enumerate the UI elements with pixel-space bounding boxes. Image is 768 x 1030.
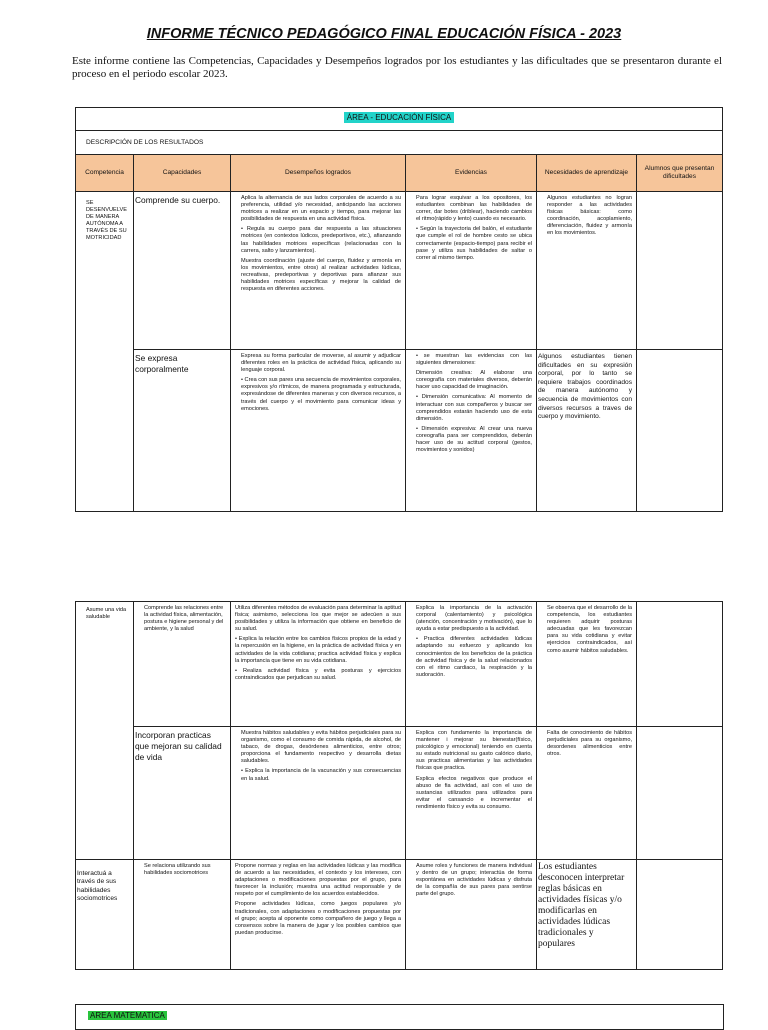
necesidades-cell [537, 192, 637, 350]
capacidad-cell [134, 860, 231, 970]
necesidades-cell [537, 350, 637, 512]
desempeno-item: Aplica la alternancia de sus lados corporales de acuerdo a su preferencia, utilidad y/o necesidad, anticipando las acciones motrices a realizar en un espacio y tiempo, para mejorar las posibilidades de respuesta en una actividad física. [241, 195, 401, 223]
evidencias-cell [406, 350, 537, 512]
description-label: DESCRIPCIÓN DE LOS RESULTADOS [76, 131, 723, 155]
evidencia-item: • Dimensión comunicativa: Al momento de interactuar con sus compañeros y buscar ser comprendidos estarán haciendo uso de esta dimensión. [416, 394, 532, 422]
alumnos-cell [637, 860, 723, 970]
header-capacidades: Capacidades [134, 155, 231, 192]
desempeno-item: • Crea con sus pares una secuencia de movimientos corporales, expresivos y/o rítmicos, de manera programada y estructurada, expresándose de diferentes maneras y con diversos recursos, a través del cuerpo y el movimiento para comunicar ideas y emociones. [241, 377, 401, 412]
evidencia-item: Dimensión creativa: Al elaborar una coreografía con materiales diversos, deberán hacer uso capacidad de imaginación. [416, 370, 532, 391]
math-area-table [75, 1004, 724, 1030]
evidencias-cell [406, 727, 537, 860]
desempeno-item: Propone normas y reglas en las actividades lúdicas y las modifica de acuerdo a las necesidades, el contexto y los intereses, con adaptaciones o modificaciones propuestas por el grupo, para favorecer la inclusión; muestra una actitud responsable y de respeto por el cumplimiento de los acuerdos establecidos. [235, 863, 401, 898]
necesidades-text: Algunos estudiantes tienen dificultades en su expresión corporal, por lo tanto se requiere trabajos coordinados de manera autónomo y secuencia de movimientos con diversos recursos a traves de cuerpo y movimiento. [538, 353, 632, 421]
evidencia-item: • Practica diferentes actividades lúdicas adaptando su esfuerzo y aplicando los conocimientos de los beneficios de la práctica de actividad física y de la salud relacionados con el ritmo cardiaco, la respiración y la sudoración. [416, 636, 532, 678]
evidencia-item: Explica la importancia de la activación corporal (calentamiento) y psicológica (atención, concentración y motivación), que lo ayuda a estar predispuesto a la actividad. [416, 605, 532, 633]
capacidad-text: Incorporan practicas que mejoran su calidad de vida [135, 730, 222, 763]
capacidad-cell [134, 350, 231, 512]
evidencia-item: • Dimensión expresiva: Al crear una nueva coreografía para ser comprendidos, deberán hacer uso de su actitud corporal (gestos, movimientos y sonidos) [416, 425, 532, 454]
desempenos-cell [231, 602, 406, 727]
math-area-title: AREA MATEMATICA [90, 1011, 165, 1020]
alumnos-cell [637, 192, 723, 350]
evidencia-item: Explica con fundamento la importancia de mantener i mejorar su bienestar(físico, psicológico y emocional) teniendo en cuenta su estado nutricional su gasto calórico diario, sus practicas alimentarias y las actividades físicas que practica. [416, 730, 532, 772]
desempeno-item: Expresa su forma particular de moverse, al asumir y adjudicar diferentes roles en la práctica de actividad física, aplicando su lenguaje corporal. [241, 353, 401, 374]
header-evidencias: Evidencias [406, 155, 537, 192]
capacidad-cell [134, 727, 231, 860]
header-necesidades: Necesidades de aprendizaje [537, 155, 637, 192]
results-table-physical-education [75, 107, 723, 512]
necesidades-text: Falta de conocimiento de hábitos perjudiciales para su organismo, desordenes alimenticios entre otros. [547, 730, 632, 758]
desempenos-cell [231, 350, 406, 512]
evidencia-item: • se muestran las evidencias con las siguientes dimensiones: [416, 353, 532, 367]
evidencia-item: • Según la trayectoria del balón, el estudiante que cumple el rol de hombre cesto se ubica correctamente (espacio-tiempo) para recibir el pase y utiliza sus habilidades de saltar o correr al mismo tiempo. [416, 226, 532, 261]
area-title: ÁREA - EDUCACIÓN FÍSICA [344, 112, 454, 123]
evidencia-item: Explica efectos negativos que produce el abuso de fia actividad, así con el uso de sustancias utilizados para utilizados para evitar el cansancio e incrementar el rendimiento físico y evita su consumo. [416, 775, 532, 810]
competencia-text: Interactuá a través de sus habilidades sociomotrices [77, 870, 118, 903]
desempeno-item: Muestra coordinación (ajuste del cuerpo, fluidez y armonía en los movimientos, entre otros) al realizar actividades lúdicas, recreativas, predeportivas y deportivas para afianzar sus habilidades motrices específicas y mejorar la calidad de respuesta en diferentes acciones. [241, 257, 401, 293]
desempenos-cell [231, 860, 406, 970]
necesidades-text: Algunos estudiantes no logran responder a las actividades físicas básicas: como coordinación, acoplamiento, diferenciación, fluidez y armonía en los movimientos. [547, 195, 632, 237]
capacidad-cell [134, 192, 231, 350]
competencia-cell: Asume una vida saludable [76, 602, 134, 860]
capacidad-text: Se expresa corporalmente [135, 353, 189, 375]
desempeno-item: • Explica la relación entre los cambios físicos propios de la edad y la repercusión en la higiene, en la práctica de actividad física y en actividades de la vida cotidiana; practica actividad física y explica la importancia que tiene en su vida cotidiana. [235, 636, 401, 664]
alumnos-cell [637, 350, 723, 512]
desempeno-item: Propone actividades lúdicas, como juegos populares y/o tradicionales, con adaptaciones o modificaciones propuestas por el grupo; acepta al oponente como compañero de juego y llega a consensos sobre la manera de jugar y los posibles cambios que puedan producirse. [235, 901, 401, 936]
alumnos-cell [637, 727, 723, 860]
competencia-cell: SE DESENVUELVE DE MANERA AUTÓNOMA A TRAVÉS DE SU MOTRICIDAD [76, 192, 134, 512]
competencia-cell [76, 860, 134, 970]
capacidad-text: Se relaciona utilizando sus habilidades sociomotrices [144, 863, 211, 877]
necesidades-cell [537, 727, 637, 860]
capacidad-cell [134, 602, 231, 727]
necesidades-text: Se observa que el desarrollo de la competencia, los estudiantes requieren adquirir posturas adecuadas que les favorezcan para su vida cotidiana y evitar ejercicios contraindicados, así como asumir hábitos saludables. [547, 605, 632, 654]
header-competencia: Competencia [76, 155, 134, 192]
capacidad-text: Comprende las relaciones entre la actividad física, alimentación, postura e higiene personal y del ambiente, y la salud [144, 605, 224, 633]
evidencias-cell [406, 192, 537, 350]
evidencia-item: Asume roles y funciones de manera individual y dentro de un grupo; interactúa de forma espontánea en actividades lúdicas y disfruta de la compañía de sus pares para sentirse parte del grupo. [416, 863, 532, 898]
alumnos-cell [637, 602, 723, 727]
report-title: INFORME TÉCNICO PEDAGÓGICO FINAL EDUCACIÓN FÍSICA - 2023 [146, 26, 622, 42]
results-table-continued [75, 601, 723, 970]
evidencia-item: Para lograr esquivar a los opositores, los estudiantes combinan las habilidades de correr, dar botes (driblear), haciendo cambios el ritmo(rápido y lento) cuando es necesario. [416, 195, 532, 223]
desempenos-cell [231, 727, 406, 860]
necesidades-cell [537, 602, 637, 727]
desempeno-item: • Realiza actividad física y evita posturas y ejercicios contraindicados que perjudican su salud. [235, 667, 401, 681]
desempeno-item: • Explica la importancia de la vacunación y sus consecuencias en la salud. [241, 768, 401, 782]
desempeno-item: • Regula su cuerpo para dar respuesta a las situaciones motrices (en contextos lúdicos, predeportivos, etc.), afianzando las habilidades motrices específicas (relacionadas con la carrera, salto y lanzamientos). [241, 226, 401, 254]
desempeno-item: Utiliza diferentes métodos de evaluación para determinar la aptitud física; asimismo, selecciona los que mejor se adecúen a sus posibilidades y utiliza la información que obtiene en beneficio de su salud. [235, 605, 401, 633]
capacidad-text: Comprende su cuerpo. [135, 195, 221, 205]
evidencias-cell [406, 860, 537, 970]
evidencias-cell [406, 602, 537, 727]
header-alumnos: Alumnos que presentan dificultades [637, 155, 723, 192]
area-header [76, 108, 723, 131]
desempenos-cell [231, 192, 406, 350]
header-desempenos: Desempeños logrados [231, 155, 406, 192]
desempeno-item: Muestra hábitos saludables y evita hábitos perjudiciales para su organismo, como el consumo de comida rápida, de alcohol, de tabaco, de drogas, desórdenes alimenticios, entre otros; proporciona el fundamento respectivo y desarrolla dietas saludables. [241, 730, 401, 765]
necesidades-cell [537, 860, 637, 970]
intro-paragraph: Este informe contiene las Competencias, Capacidades y Desempeños logrados por los estudiantes y las dificultades que se presentaron durante el proceso en el periodo escolar 2023. [72, 55, 722, 80]
necesidades-text: Los estudiantes desconocen interpretar reglas básicas en actividades físicas y/o modificarlas en actividades lúdicas tradicionales y populares [538, 862, 625, 949]
